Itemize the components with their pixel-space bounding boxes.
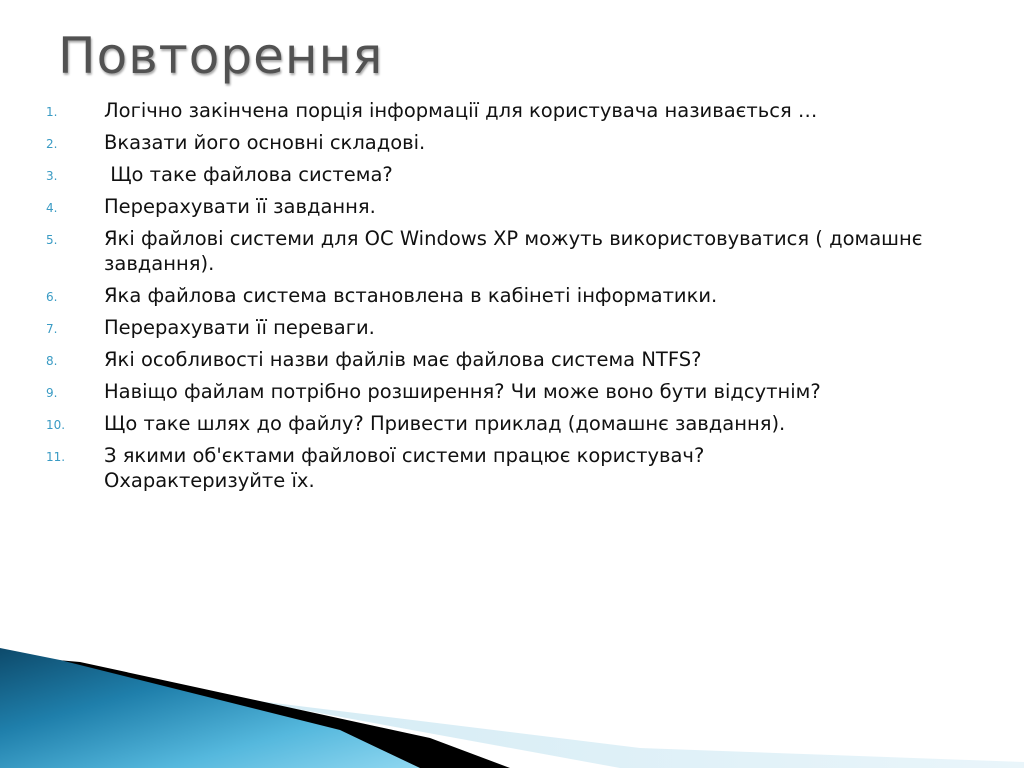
item-number: 5. xyxy=(46,233,58,247)
blue-band xyxy=(0,648,420,768)
item-text: Які особливості назви файлів має файлова система NTFS? xyxy=(104,348,702,371)
item-number: 7. xyxy=(46,322,58,336)
item-number: 9. xyxy=(46,386,58,400)
item-text: Логічно закінчена порція інформації для користувача називається … xyxy=(104,99,818,122)
item-text: Вказати його основні складові. xyxy=(104,131,426,154)
slide-title: Повторення xyxy=(58,27,384,85)
item-text: Які файлові системи для ОС Windows XP можуть використовуватися ( домашнє завдання). xyxy=(104,227,929,275)
item-text: Що таке шлях до файлу? Привести приклад (домашнє завдання). xyxy=(104,412,786,435)
item-text: Навіщо файлам потрібно розширення? Чи може воно бути відсутнім? xyxy=(104,380,821,403)
item-text: Перерахувати її переваги. xyxy=(104,316,375,339)
item-number: 3. xyxy=(46,169,58,183)
item-number: 11. xyxy=(46,450,66,464)
item-number: 10. xyxy=(46,418,66,432)
item-number: 4. xyxy=(46,201,58,215)
item-text: Що таке файлова система? xyxy=(104,163,393,186)
item-number: 8. xyxy=(46,354,58,368)
item-number: 1. xyxy=(46,105,58,119)
item-text: Яка файлова система встановлена в кабінеті інформатики. xyxy=(104,284,718,307)
item-text: Перерахувати її завдання. xyxy=(104,195,376,218)
item-number: 2. xyxy=(46,137,58,151)
item-text: З якими об'єктами файлової системи працює користувач? Охарактеризуйте їх. xyxy=(104,444,705,492)
item-number: 6. xyxy=(46,290,58,304)
